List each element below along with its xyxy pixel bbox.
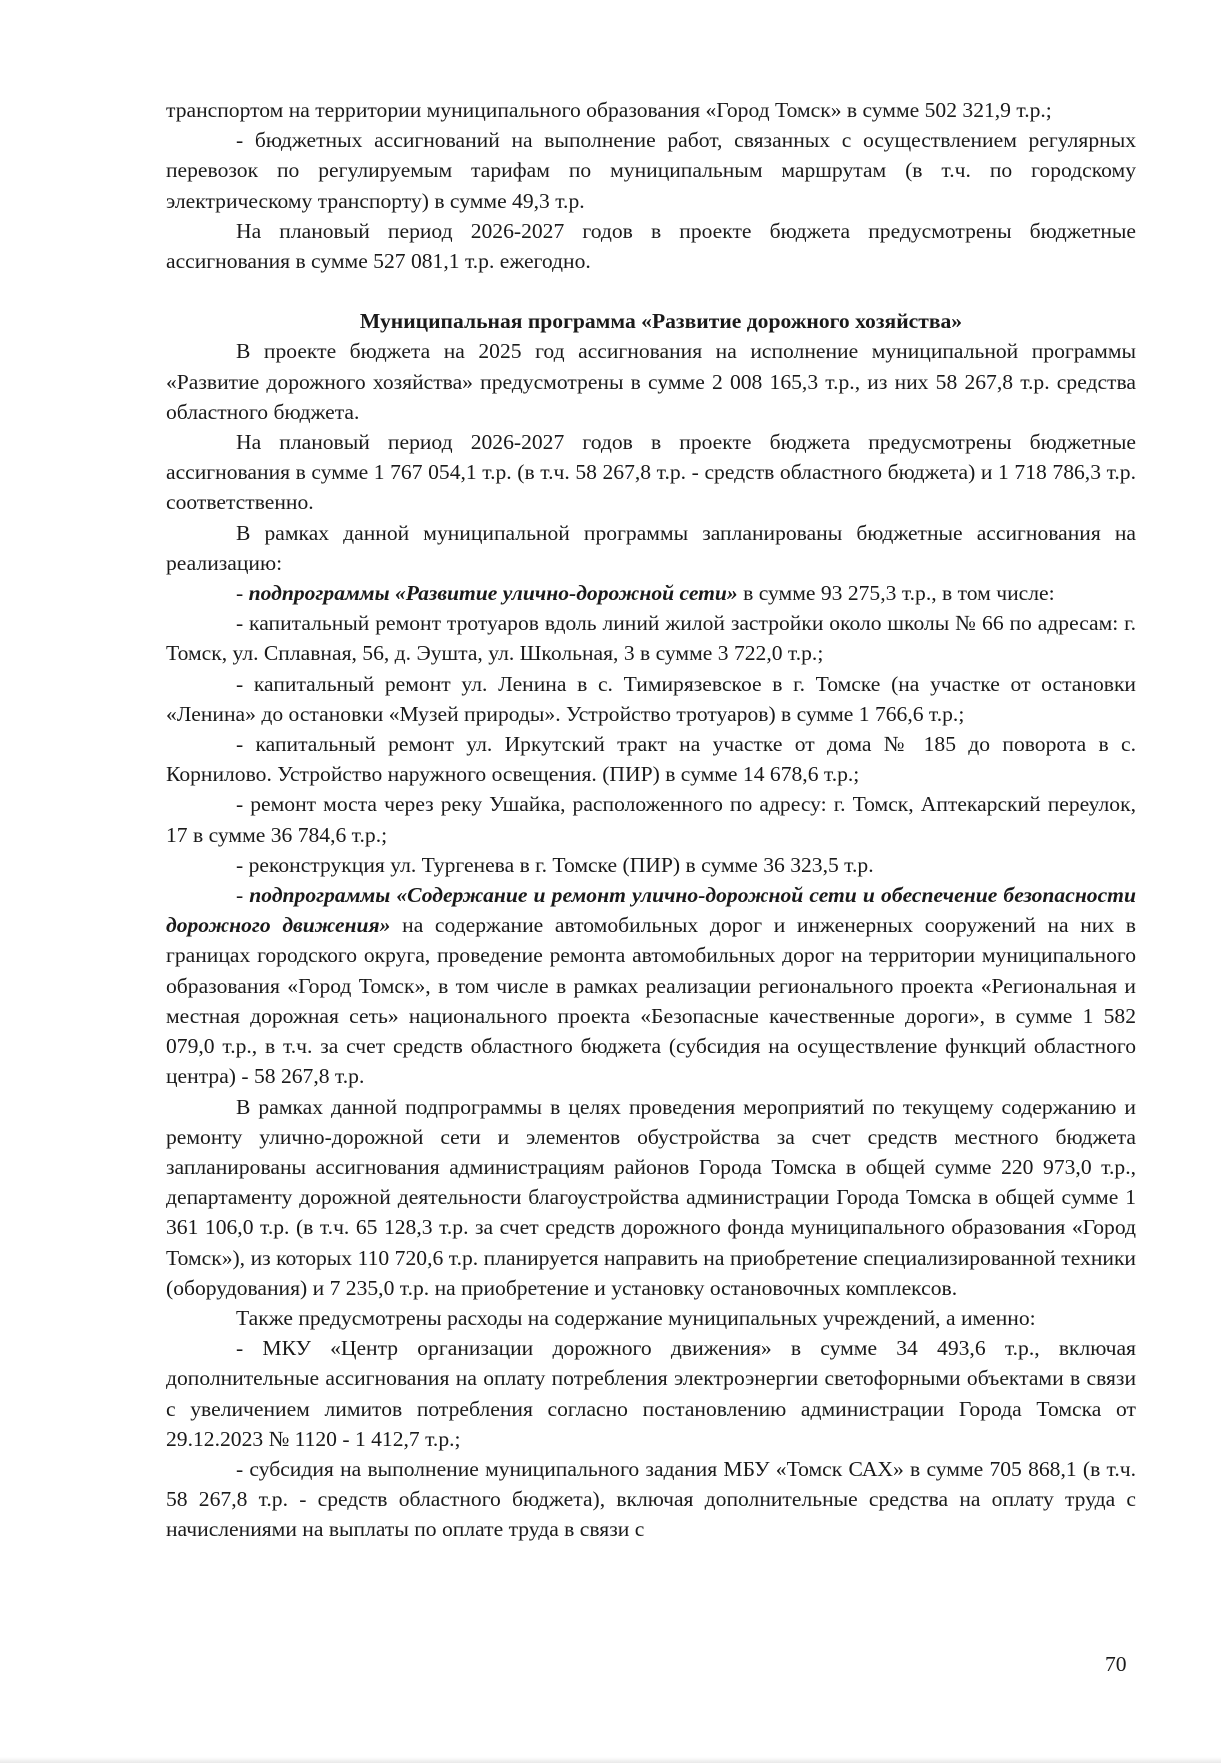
paragraph-subprogram-allocations: В рамках данной подпрограммы в целях проведения мероприятий по текущему содержанию и ремонту улично-дорожной сети и элементов обустройства за счет средств местного бюджета запланированы ассигнования администрациям районов Города Томска в общей сумме 220 973,0 т.р., департаменту дорожной деятельности благоустройства администрации Города Томска в общей сумме 1 361 106,0 т.р. (в т.ч. 65 128,3 т.р. за счет средств дорожного фонда муниципального образования «Город Томск»), из которых 110 720,6 т.р. планируется направить на приобретение специализированной техники (оборудования) и 7 235,0 т.р. на приобретение и установку остановочных комплексов.: [166, 1094, 1136, 1300]
subprogram-title-development: подпрограммы «Развитие улично-дорожной сети»: [248, 581, 738, 606]
paragraph-subprogram-development: [166, 578, 1136, 608]
list-item-lenina-street: - капитальный ремонт ул. Ленина в с. Тимирязевское в г. Томске (на участке от остановки «Ленина» до остановки «Музей природы». Устройство тротуаров) в сумме 1 766,6 т.р.;: [166, 671, 1136, 726]
list-item-tomsk-sah-subsidy: - субсидия на выполнение муниципального задания МБУ «Томск САХ» в сумме 705 868,1 (в т.ч. 58 267,8 т.р. - средств областного бюджета), включая дополнительные средства на оплату труда с начислениями на выплаты по оплате труда в связи с: [166, 1456, 1136, 1542]
list-item-ushaika-bridge: - ремонт моста через реку Ушайка, расположенного по адресу: г. Томск, Аптекарский переулок, 17 в сумме 36 784,6 т.р.;: [166, 792, 1136, 847]
paragraph-program-planning-period: На плановый период 2026-2027 годов в проекте бюджета предусмотрены бюджетные ассигнования в сумме 1 767 054,1 т.р. (в т.ч. 58 267,8 т.р. - средств областного бюджета) и 1 718 786,3 т.р. соответственно.: [166, 430, 1136, 515]
paragraph-subprogram-maintenance: [166, 880, 1136, 1091]
paragraph-regular-transport: - бюджетных ассигнований на выполнение работ, связанных с осуществлением регулярных перевозок по регулируемым тарифам по муниципальным маршрутам (в т.ч. по городскому электрическому транспорту) в сумме 49,3 т.р.: [166, 128, 1136, 213]
scan-edge-shadow: [0, 1757, 1221, 1763]
document-page: [166, 95, 1136, 1545]
paragraph-planning-period-transport: На плановый период 2026-2027 годов в проекте бюджета предусмотрены бюджетные ассигнования в сумме 527 081,1 т.р. ежегодно.: [166, 218, 1136, 274]
paragraph-transport-continuation: транспортом на территории муниципального образования «Город Томск» в сумме 502 321,9 т.р.;: [166, 98, 1052, 122]
paragraph-program-framework: В рамках данной муниципальной программы запланированы бюджетные ассигнования на реализацию:: [166, 520, 1136, 575]
page-number: 70: [1105, 1652, 1127, 1676]
list-dash: -: [236, 883, 250, 908]
list-item-traffic-center: - МКУ «Центр организации дорожного движения» в сумме 34 493,6 т.р., включая дополнительные ассигнования на оплату потребления электроэнергии светофорными объектами в связи с увеличением лимитов потребления согласно постановлению администрации Города Томска от 29.12.2023 № 1120 - 1 412,7 т.р.;: [166, 1336, 1136, 1451]
list-item-sidewalks-school-66: - капитальный ремонт тротуаров вдоль линий жилой застройки около школы № 66 по адресам: г. Томск, ул. Сплавная, 56, д. Эушта, ул. Школьная, 3 в сумме 3 722,0 т.р.;: [166, 611, 1136, 666]
subprogram-development-amount: в сумме 93 275,3 т.р., в том числе:: [737, 581, 1055, 606]
section-heading: Муниципальная программа «Развитие дорожного хозяйства»: [359, 309, 963, 334]
subprogram-maintenance-details: на содержание автомобильных дорог и инженерных сооружений на них в границах городского округа, проведение ремонта автомобильных дорог на территории муниципального образования «Город Томск», в том числе в рамках реализации регионального проекта «Региональная и местная дорожная сеть» национального проекта «Безопасные качественные дороги», в сумме 1 582 079,0 т.р., в т.ч. за счет средств областного бюджета (субсидия на осуществление функций областного центра) - 58 267,8 т.р.: [166, 913, 1136, 1089]
list-item-irkutsky-tract: - капитальный ремонт ул. Иркутский тракт на участке от дома № 185 до поворота в с. Корнилово. Устройство наружного освещения. (ПИР) в сумме 14 678,6 т.р.;: [166, 732, 1136, 787]
paragraph-institutions-intro: Также предусмотрены расходы на содержание муниципальных учреждений, а именно:: [236, 1305, 1036, 1330]
subprogram-title-maintenance: подпрограммы «Содержание и ремонт улично-дорожной сети и обеспечение безопасности дорожного движения»: [166, 883, 1136, 938]
list-dash: -: [236, 581, 249, 606]
list-item-turgeneva-street: - реконструкция ул. Тургенева в г. Томске (ПИР) в сумме 36 323,5 т.р.: [236, 852, 874, 877]
paragraph-program-2025: В проекте бюджета на 2025 год ассигнования на исполнение муниципальной программы «Развитие дорожного хозяйства» предусмотрены в сумме 2 008 165,3 т.р., из них 58 267,8 т.р. средства областного бюджета.: [166, 339, 1136, 424]
